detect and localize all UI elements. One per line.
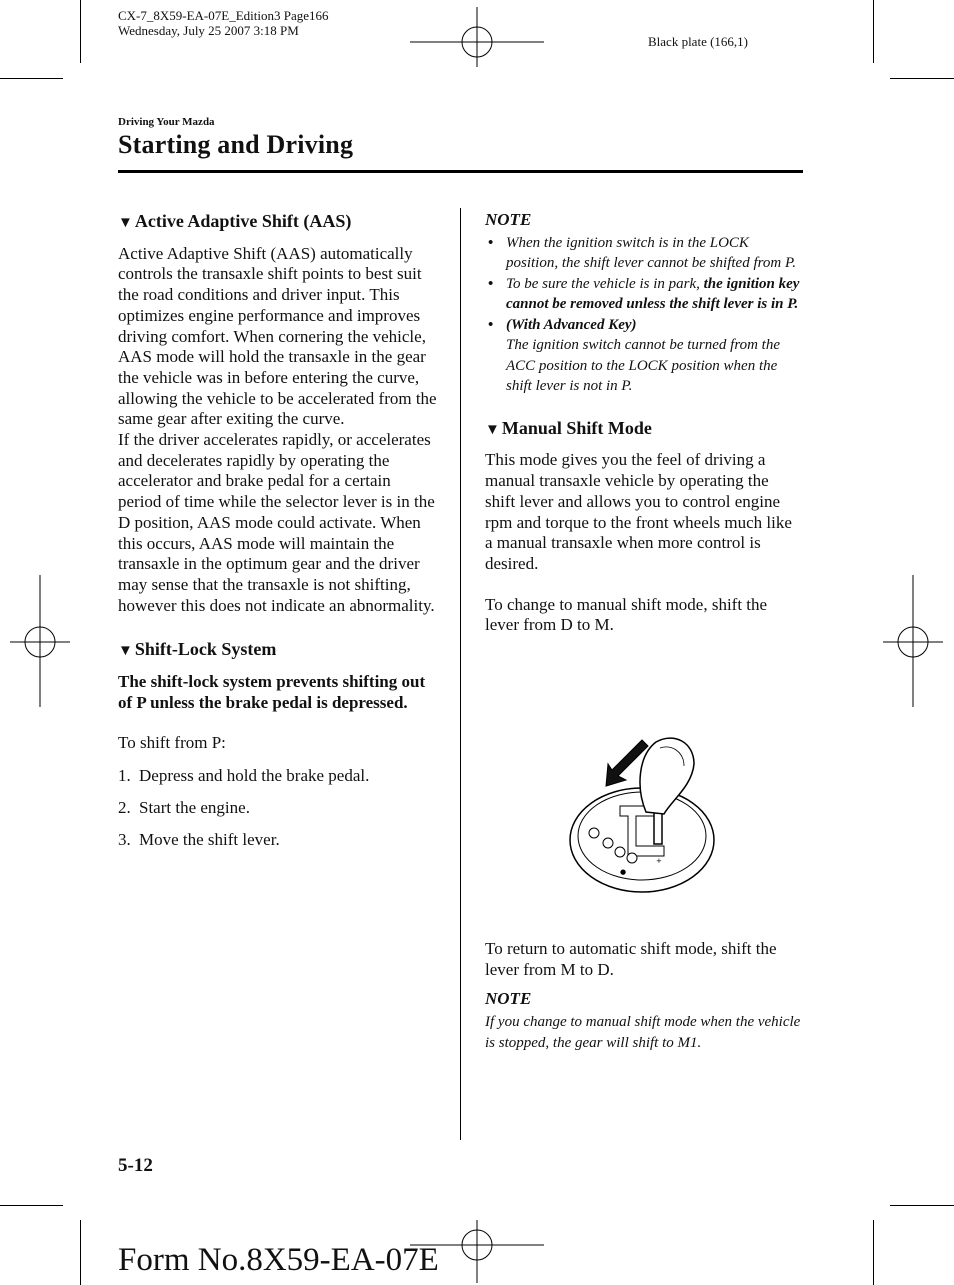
note-2-text: If you change to manual shift mode when the vehicle is stopped, the gear will shift to M1. [485, 1014, 801, 1051]
crop-mark [890, 1205, 954, 1206]
section-triangle-icon: ▼ [118, 215, 133, 231]
section-triangle-icon: ▼ [485, 421, 500, 438]
bullet-icon: • [488, 316, 494, 333]
manual-paragraph-2: To change to manual shift mode, shift the lever from D to M. [485, 594, 768, 635]
registration-mark-right [878, 575, 948, 707]
print-slug [118, 8, 329, 38]
plate-label: Black plate (166,1) [648, 34, 748, 49]
registration-mark-left [5, 575, 75, 707]
aas-paragraph-2: If the driver accelerates rapidly, or accelerates and decelerates rapidly by operating the accelerator and brake pedal for a certain period of time while the selector lever is in the D position, AAS mode could activate. When this occurs, AAS mode will maintain the transaxle in the optimum gear and the driver may sense that the transaxle is not shifting, however this does not indicate an abnormality. [118, 430, 435, 615]
registration-mark-top [410, 5, 544, 75]
crop-mark [890, 78, 954, 79]
left-column [118, 211, 438, 861]
aas-paragraph-1: Active Adaptive Shift (AAS) automatically controls the transaxle shift points to best suit the road conditions and driver input. This optimizes engine performance and improves driving comfort. When cornering the vehicle, AAS mode will hold the transaxle in the gear the vehicle was in before entering the curve, allowing the vehicle to be accelerated from the same gear after exiting the curve. [118, 243, 437, 429]
bullet-icon: • [488, 234, 494, 251]
form-number: Form No.8X59-EA-07E [118, 1242, 439, 1278]
crop-mark [0, 78, 63, 79]
shift-lock-heading [118, 639, 438, 662]
list-item: 2. Start the engine. [118, 797, 250, 817]
shift-steps-list [118, 766, 438, 850]
note-2-title: NOTE [485, 989, 532, 1009]
crop-mark [873, 1220, 874, 1285]
svg-text:+: + [656, 857, 662, 865]
right-column [485, 210, 803, 636]
slug-line-1: CX-7_8X59-EA-07E_Edition3 Page166 [118, 8, 329, 23]
crop-mark [873, 0, 874, 63]
bullet-icon: • [488, 275, 494, 292]
title-rule [118, 170, 803, 173]
shift-lock-heading-text: Shift-Lock System [134, 639, 277, 660]
list-item: • To be sure the vehicle is in park, the ignition key cannot be removed unless the shift lever is in P. [488, 275, 800, 313]
page-title: Starting and Driving [118, 130, 354, 159]
shift-lever-illustration [560, 728, 725, 900]
note-1-list [485, 233, 803, 397]
crop-mark [0, 1205, 63, 1206]
manual-paragraph-1: This mode gives you the feel of driving a manual transaxle vehicle by operating the shift lever and allows you to control engine rpm and torque to the front wheels much like a manual transaxle when more control is desired. [485, 450, 792, 573]
manual-paragraph-3: To return to automatic shift mode, shift the lever from M to D. [485, 939, 777, 979]
slug-line-2: Wednesday, July 25 2007 3:18 PM [118, 23, 299, 38]
list-item: • When the ignition switch is in the LOCK position, the shift lever cannot be shifted from P. [488, 234, 796, 272]
aas-heading-text: Active Adaptive Shift (AAS) [134, 211, 352, 231]
column-divider [460, 208, 461, 1140]
page-number: 5-12 [118, 1155, 153, 1176]
crop-mark [80, 0, 81, 63]
list-item: 1. Depress and hold the brake pedal. [118, 766, 370, 786]
section-triangle-icon: ▼ [118, 643, 133, 660]
manual-shift-heading [485, 418, 803, 441]
right-column-lower [485, 939, 803, 1053]
shift-lock-lead: To shift from P: [118, 733, 226, 753]
list-item: 3. Move the shift lever. [118, 829, 280, 849]
crop-mark [80, 1220, 81, 1285]
note-1-title: NOTE [485, 210, 532, 229]
manual-shift-heading-text: Manual Shift Mode [501, 417, 652, 438]
list-item: • (With Advanced Key) The ignition switch cannot be turned from the ACC position to the LOCK position when the shift lever is not in P. [488, 316, 781, 395]
svg-text:●: ● [620, 868, 627, 876]
section-label: Driving Your Mazda [118, 116, 215, 128]
shift-lock-bold-intro: The shift-lock system prevents shifting out of P unless the brake pedal is depressed. [118, 672, 426, 712]
aas-heading [118, 211, 438, 234]
